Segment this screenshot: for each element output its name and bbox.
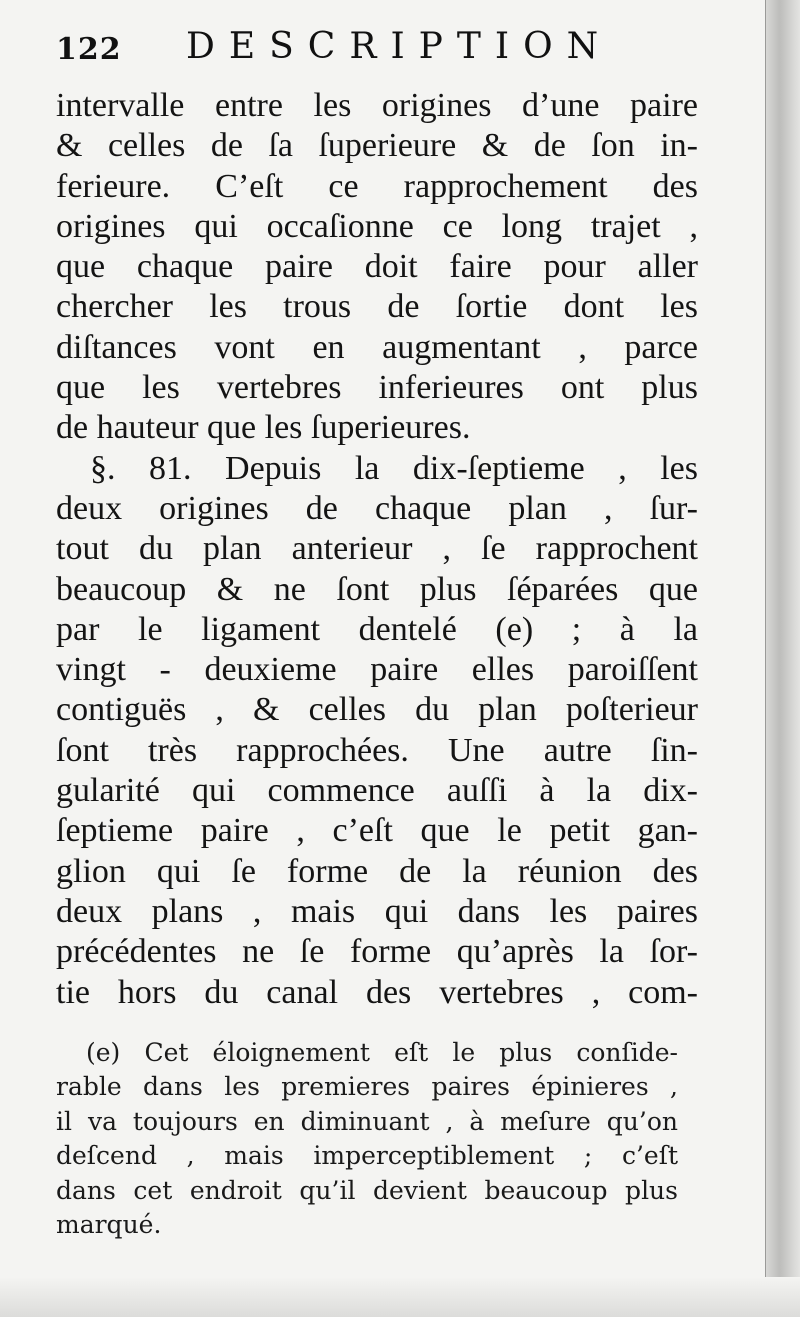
section-start-line: §. 81. Depuis la dix-ſeptieme , les	[90, 449, 698, 487]
text-line: que les vertebres inferieures ont plus	[56, 369, 698, 407]
text-line: beaucoup & ne ſont plus ſéparées que	[56, 570, 698, 608]
text-line: gularité qui commence auſſi à la dix-	[56, 772, 698, 810]
main-text	[56, 86, 698, 1013]
footnote-line: il va toujours en diminuant , à meſure qu’on	[56, 1106, 678, 1136]
text-line: & celles de ſa ſuperieure & de ſon in-	[56, 127, 698, 165]
text-line: ferieure. C’eſt ce rapprochement des	[56, 167, 698, 205]
page-number: 122	[56, 32, 122, 67]
text-line: diſtances vont en augmentant , parce	[56, 328, 698, 366]
text-line: tie hors du canal des vertebres , com-	[56, 973, 698, 1011]
footnote	[56, 1036, 678, 1242]
footnote-line: marqué.	[56, 1209, 162, 1239]
text-line: deux plans , mais qui dans les paires	[56, 892, 698, 930]
text-line: deux origines de chaque plan , ſur-	[56, 489, 698, 527]
text-line: chercher les trous de ſortie dont les	[56, 288, 698, 326]
text-line: ſeptieme paire , c’eſt que le petit gan-	[56, 812, 698, 850]
page-edge-right	[765, 0, 800, 1317]
text-line: vingt - deuxieme paire elles paroiſſent	[56, 651, 698, 689]
footnote-line: dans cet endroit qu’il devient beaucoup plus	[56, 1175, 678, 1205]
footnote-line: deſcend , mais imperceptiblement ; c’eſt	[56, 1141, 678, 1171]
text-line: tout du plan anterieur , ſe rapprochent	[56, 530, 698, 568]
page-edge-bottom	[0, 1277, 800, 1317]
text-line: ſont très rapprochées. Une autre ſin-	[56, 731, 698, 769]
footnote-line: (e) Cet éloignement eſt le plus conſide-	[86, 1038, 678, 1067]
text-line: de hauteur que les ſuperieures.	[56, 409, 471, 447]
text-line: intervalle entre les origines d’une paire	[56, 87, 698, 124]
text-line: contiguës , & celles du plan poſterieur	[56, 691, 698, 729]
text-line: origines qui occaſionne ce long trajet ,	[56, 207, 698, 245]
running-title: DESCRIPTION	[186, 26, 613, 67]
running-head	[56, 26, 756, 76]
text-line: glion qui ſe forme de la réunion des	[56, 852, 698, 890]
text-line: que chaque paire doit faire pour aller	[56, 248, 698, 286]
text-line: par le ligament dentelé (e) ; à la	[56, 610, 698, 648]
text-line: précédentes ne ſe forme qu’après la ſor-	[56, 933, 698, 971]
footnote-line: rable dans les premieres paires épinieres ,	[56, 1072, 678, 1102]
